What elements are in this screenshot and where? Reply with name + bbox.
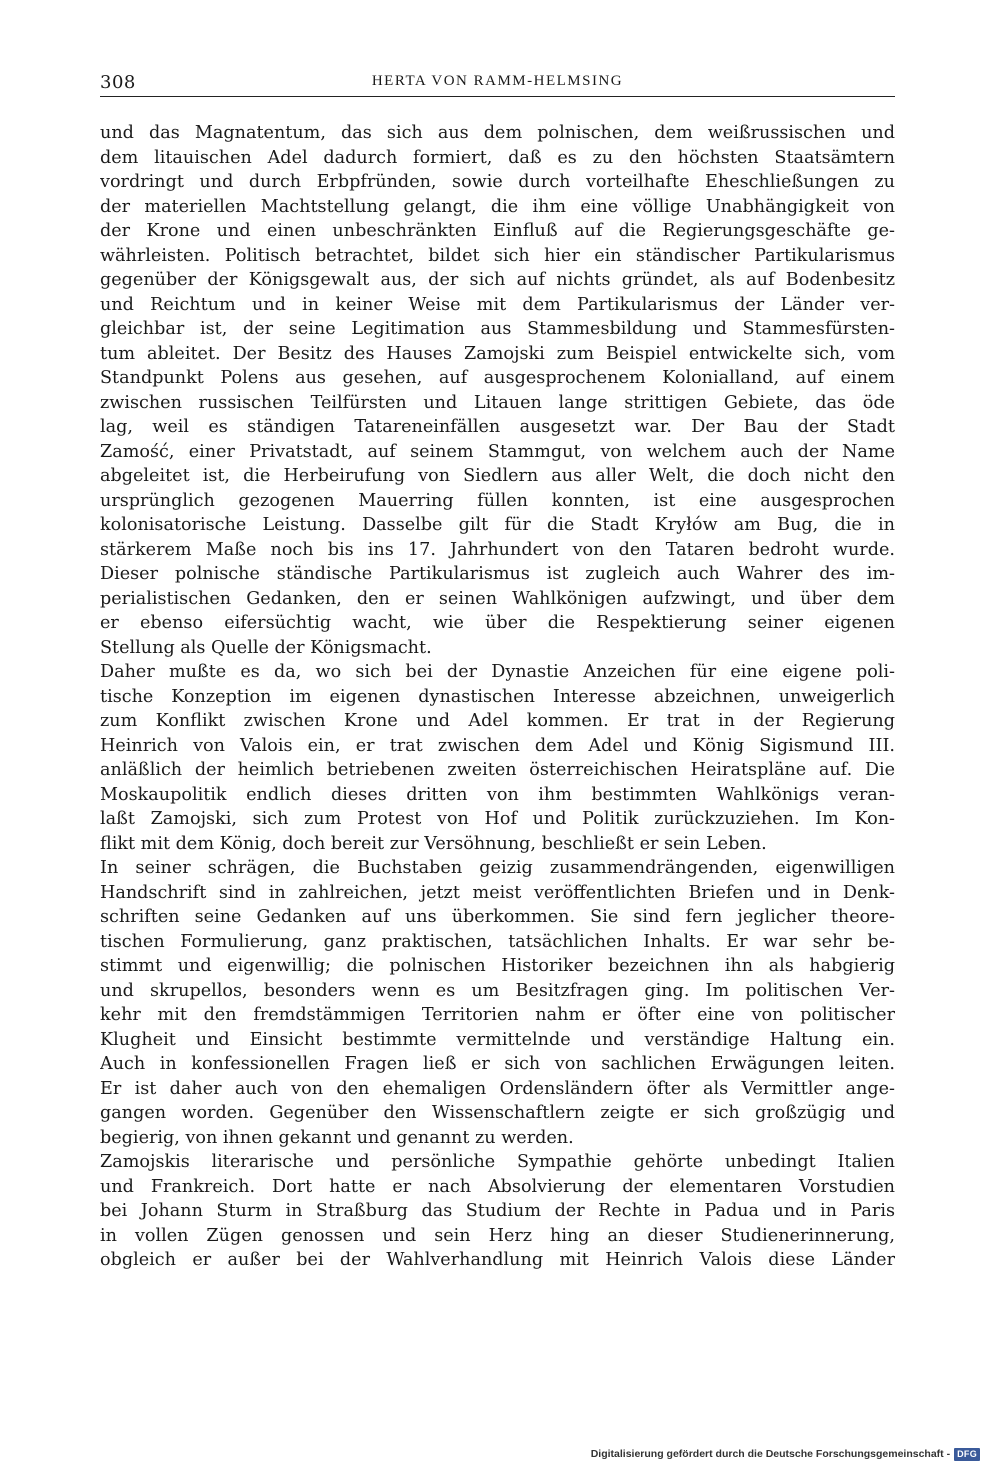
text-line: kolonisatorische Leistung. Dasselbe gilt für die Stadt Kryłów am Bug, die in <box>100 515 895 535</box>
running-head: HERTA VON RAMM-HELMSING <box>371 73 624 89</box>
body-text <box>100 121 895 1273</box>
text-line: Zamość, einer Privatstadt, auf seinem Stammgut, von welchem auch der Name <box>100 441 895 462</box>
text-line: schriften seine Gedanken auf uns überkommen. Sie sind fern jeglicher theore- <box>100 907 895 927</box>
text-line: Auch in konfessionellen Fragen ließ er sich von sachlichen Erwägungen leiten. <box>100 1054 895 1074</box>
text-line: der Krone und einen unbeschränkten Einfluß auf die Regierungsgeschäfte ge- <box>100 221 895 241</box>
text-line: Standpunkt Polens aus gesehen, auf ausgesprochenem Kolonialland, auf einem <box>100 368 895 388</box>
text-line: stärkerem Maße noch bis ins 17. Jahrhundert von den Tataren bedroht wurde. <box>100 539 895 560</box>
text-line: und Frankreich. Dort hatte er nach Absolvierung der elementaren Vorstudien <box>100 1176 895 1197</box>
text-line: Stellung als Quelle der Königsmacht. <box>100 637 432 658</box>
text-line: Heinrich von Valois ein, er trat zwischen dem Adel und König Sigismund III. <box>100 735 895 756</box>
text-line: tische Konzeption im eigenen dynastischen Interesse abzeichnen, unweigerlich <box>100 686 895 707</box>
text-line: Handschrift sind in zahlreichen, jetzt meist veröffentlichten Briefen und in Denk- <box>100 882 895 903</box>
dfg-logo: DFG <box>954 1448 980 1461</box>
text-line: ursprünglich gezogenen Mauerring füllen konnten, ist eine ausgesprochen <box>100 490 895 511</box>
text-line: dem litauischen Adel dadurch formiert, daß es zu den höchsten Staatsämtern <box>100 147 895 168</box>
text-line: gleichbar ist, der seine Legitimation aus Stammesbildung und Stammesfürsten- <box>100 319 895 339</box>
text-line: stimmt und eigenwillig; die polnischen Historiker bezeichnen ihn als habgierig <box>100 956 895 976</box>
text-line: und skrupellos, besonders wenn es um Besitzfragen ging. Im politischen Ver- <box>100 980 895 1001</box>
text-line: laßt Zamojski, sich zum Protest von Hof und Politik zurückzuziehen. Im Kon- <box>100 809 895 829</box>
text-line: währleisten. Politisch betrachtet, bildet sich hier ein ständischer Partikularismus <box>100 245 895 266</box>
text-line: er ebenso eifersüchtig wacht, wie über die Respektierung seiner eigenen <box>100 613 895 633</box>
text-line: Klugheit und Einsicht bestimmte vermittelnde und verständige Haltung ein. <box>100 1029 895 1050</box>
text-line: in vollen Zügen genossen und sein Herz hing an dieser Studienerinnerung, <box>100 1225 895 1246</box>
text-line: zum Konflikt zwischen Krone und Adel kommen. Er trat in der Regierung <box>100 711 895 731</box>
text-line: und Reichtum und in keiner Weise mit dem Partikularismus der Länder ver- <box>100 294 895 315</box>
text-line: Dieser polnische ständische Partikularismus ist zugleich auch Wahrer des im- <box>100 564 895 584</box>
text-line: Zamojskis literarische und persönliche Sympathie gehörte unbedingt Italien <box>100 1152 895 1172</box>
text-line: gegenüber der Königsgewalt aus, der sich auf nichts gründet, als auf Bodenbesitz <box>100 270 895 290</box>
text-line: bei Johann Sturm in Straßburg das Studium der Rechte in Padua und in Paris <box>100 1201 895 1221</box>
text-line: vordringt und durch Erbpfründen, sowie durch vorteilhafte Eheschließungen zu <box>100 172 895 192</box>
page-header <box>100 70 895 97</box>
footer-text: Digitalisierung gefördert durch die Deutsche Forschungsgemeinschaft - <box>590 1448 951 1460</box>
text-line: der materiellen Machtstellung gelangt, die ihm eine völlige Unabhängigkeit von <box>100 196 895 217</box>
text-line: tischen Formulierung, ganz praktischen, tatsächlichen Inhalts. Er war sehr be- <box>100 931 895 952</box>
paragraph <box>100 660 895 856</box>
text-line: Er ist daher auch von den ehemaligen Ordensländern öfter als Vermittler ange- <box>100 1078 895 1099</box>
paragraph <box>100 856 895 1150</box>
text-line: zwischen russischen Teilfürsten und Litauen lange strittigen Gebiete, das öde <box>100 392 895 413</box>
text-line: tum ableitet. Der Besitz des Hauses Zamojski zum Beispiel entwickelte sich, vom <box>100 343 895 364</box>
text-line: obgleich er außer bei der Wahlverhandlung mit Heinrich Valois diese Länder <box>100 1250 895 1270</box>
text-line: In seiner schrägen, die Buchstaben geizig zusammendrängenden, eigenwilligen <box>100 858 895 878</box>
text-line: Moskaupolitik endlich dieses dritten von ihm bestimmten Wahlkönigs veran- <box>100 784 895 805</box>
text-line: anläßlich der heimlich betriebenen zweiten österreichischen Heiratspläne auf. Die <box>100 760 895 780</box>
paragraph <box>100 121 895 660</box>
digitization-footer <box>591 1446 980 1462</box>
text-line: Daher mußte es da, wo sich bei der Dynastie Anzeichen für eine eigene poli- <box>100 662 895 682</box>
paragraph <box>100 1150 895 1273</box>
text-line: kehr mit den fremdstämmigen Territorien nahm er öfter eine von politischer <box>100 1005 895 1025</box>
page-number: 308 <box>100 72 136 93</box>
text-line: abgeleitet ist, die Herbeirufung von Siedlern aus aller Welt, die doch nicht den <box>100 466 895 486</box>
text-line: perialistischen Gedanken, den er seinen Wahlkönigen aufzwingt, und über dem <box>100 588 895 609</box>
text-line: begierig, von ihnen gekannt und genannt zu werden. <box>100 1127 574 1148</box>
text-line: flikt mit dem König, doch bereit zur Versöhnung, beschließt er sein Leben. <box>100 833 767 854</box>
text-line: lag, weil es ständigen Tatareneinfällen ausgesetzt war. Der Bau der Stadt <box>100 417 895 437</box>
text-line: und das Magnatentum, das sich aus dem polnischen, dem weißrussischen und <box>100 123 895 143</box>
text-line: gangen worden. Gegenüber den Wissenschaftlern zeigte er sich großzügig und <box>100 1103 895 1123</box>
